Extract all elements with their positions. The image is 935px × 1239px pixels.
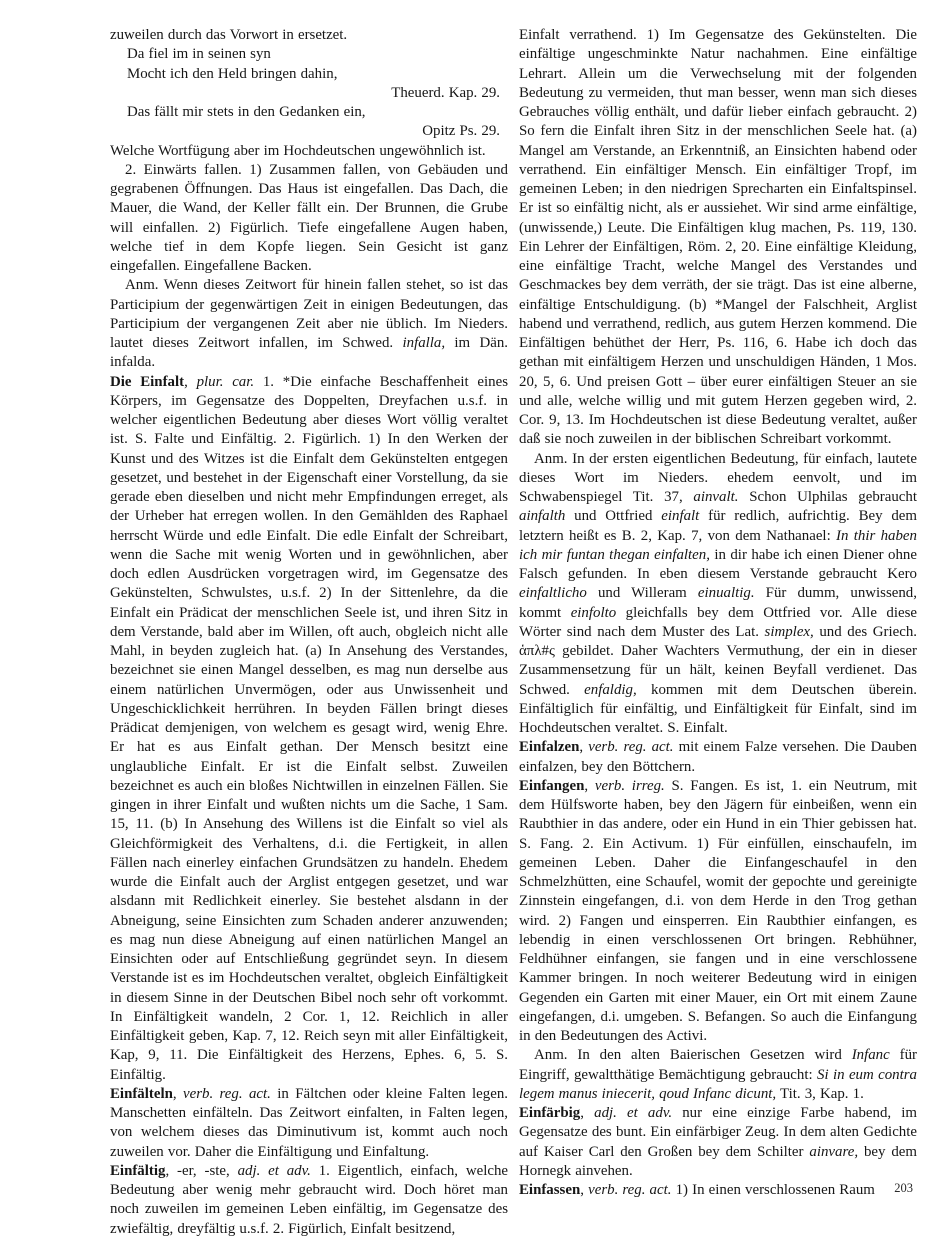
text-run: bey dem Hornegk ainvehen. [519, 1143, 917, 1179]
text-run: 2. Einwärts fallen. 1) Zusammen fallen, von Gebäuden und gegrabenen Öffnungen. Das Haus ist eingefallen. Das Dach, die Mauer, die Wand, der Keller fällt ein. Der Brunnen, die Grube will einfallen. 2) Figürlich. Tiefe eingefallene Augen haben, welche tief in dem Kopfe liegen. Sein Gesicht ist ganz eingefallen. Eingefallene Backen. [110, 161, 508, 274]
remark-paragraph [519, 1046, 917, 1104]
text-run: einualtig. [697, 585, 755, 602]
text-run: Opitz Ps. 29. [422, 123, 500, 140]
text-run: Einfältig [110, 1162, 166, 1179]
source-citation [110, 84, 508, 103]
paragraph [110, 161, 508, 277]
text-run: und Willeram [586, 585, 698, 602]
text-run: adj. et adv. [594, 1105, 673, 1121]
text-run: , [584, 777, 595, 794]
page-number: 203 [894, 1181, 913, 1195]
text-run: Anm. In den alten Baierischen Gesetzen wird [534, 1047, 852, 1064]
dictionary-entry-einfalt [110, 373, 508, 1085]
text-run: Einfangen [519, 777, 585, 794]
text-run: Einfalt verrathend. 1) Im Gegensatze des Gekünstelten. Die einfältige ungeschminkte Natur nachahmen. Eine einfältige Lehrart. Allein um die Verwechselung mit der folgenden Bedeutung zu vermeiden, thut man besser, wenn man sich dieses Gebrauches völlig enthält, und dafür lieber einfach gebraucht. 2) So fern die Einfalt ihren Sitz in der menschlichen Seele hat. (a) Mangel am Verstande, an Erkenntniß, an Einsichten habend oder verrathend. Ein einfältiger Mensch. Ein einfältiger Tropf, im gemeinen Leben; in den niedrigen Sprecharten ein Einfaltspinsel. Er ist so einfältig nicht, als er aussiehet. Wir sind arme einfältige, (unwissende,) Leute. Die Einfältigen klug machen, Ps. 119, 130. Ein Lehrer der Einfältigen, Röm. 2, 20. Eine einfältige Kleidung, eine einfältige Tracht, welche Mangel des Verstandes und Geschmackes bey dem verräth, der sie trägt. Das ist eine alberne, einfältige Entschuldigung. (b) *Mangel der Falschheit, Arglist habend und verrathend, redlich, aus gutem Herzen kommend. Die Einfältigen behüthet der Herr, Ps. 116, 6. Habe ich doch das gethan mit einfältigem Herzen und unschuldigen Händen, 1 Mos. 20, 5, 6. Und preisen Gott – über eurer einfältigen Steuer an sie und alle, welche willig und mit gutem Herzen gegeben wird, 2. Cor. 9, 13. Im Hochdeutschen ist diese Bedeutung veraltet, außer daß sie noch zuweilen in der biblischen Schreibart vorkommt. [519, 27, 917, 448]
text-run: ainvalt. [693, 489, 739, 505]
text-run: Theuerd. Kap. 29. [391, 84, 500, 101]
text-run: Einfärbig [519, 1105, 581, 1121]
text-run: , [580, 1105, 595, 1121]
text-run: Anm. Wenn dieses Zeitwort für hinein fallen stehet, so ist das Participium der gegenwärtigen Zeit in einigen Bedeutungen, das Participium der vergangenen Zeit aber nie üblich. Im Nieders. lautet dieses Zeitwort infallen, im Schwed. [110, 277, 508, 351]
text-run: nur eine einzige Farbe habend, im Gegensatze des bunt. Ein einfärbiger Zeug. In dem alten Gedichte auf Kaiser Carl den Großen bey dem Schilter [519, 1105, 917, 1160]
dictionary-entry-einfalzen [519, 738, 917, 777]
dictionary-entry-einfaeltig [110, 1162, 508, 1239]
text-run: 1) In einen verschlossenen Raum [671, 1182, 875, 1198]
remark-paragraph [519, 450, 917, 739]
dictionary-entry-einfassen [519, 1181, 917, 1200]
text-run: verb. reg. act. [588, 739, 674, 756]
text-run: Anm. In der ersten eigentlichen Bedeutung, für einfach, lautete dieses Wort im Nieders. ehedem eenvolt, und im Schwabenspiegel Tit. 37, [519, 450, 917, 505]
text-run: und Ottfried [565, 508, 662, 525]
text-run: enfaldig, [584, 681, 637, 698]
text-run: Mocht ich den Held bringen dahin, [127, 65, 338, 82]
text-run: simplex, [764, 623, 814, 640]
paragraph [110, 142, 508, 161]
text-run: infalla, [402, 335, 446, 351]
text-run: im Dän. infalda. [110, 335, 508, 371]
text-run: S. Fangen. Es ist, 1. ein Neutrum, mit dem Hülfsworte haben, bey den Jägern für einbeißen, wenn ein Raubthier in das andere, oder ein Hund in ein Thier gebissen hat. S. Fang. 2. Ein Activum. 1) Für einfüllen, einschaufeln, im gemeinen Leben. Daher die Einfangeschaufel in den Schmelzhütten, eine Schaufel, womit der gepochte und gereinigte Zinnstein eingefangen, d.i. von dem Herde in den Trog gethan wird. 2) Fangen und einsperren. Ein Raubthier einfangen, es lebendig in einen verschlossenen Ort bringen. Rebhühner, Feldhühner einfangen, sie fangen und in eine verschlossene Kammer bringen. In noch weiterer Bedeutung wird in einigen Gegenden ein Garten mit einer Mauer, ein Ort mit einem Zaune eingefangen, d.i. umgeben. S. Befangen. So auch die Einfangung in den Bedeutungen des Activi. [519, 777, 917, 1044]
remark-paragraph [110, 276, 508, 372]
text-run: ainfalth [519, 508, 566, 525]
text-run: ainvare, [809, 1143, 859, 1160]
dictionary-entry-einfaelteln [110, 1085, 508, 1162]
text-run: verb. reg. act. [183, 1085, 271, 1102]
text-run: , [184, 373, 197, 390]
text-run: , [579, 739, 589, 756]
verse-line [110, 65, 508, 84]
text-run: 1. *Die einfache Beschaffenheit eines Körpers, im Gegensatze des Doppelten, Dreyfachen u.s.f. in welcher eigentlichen Bedeutung aber dieses Wort völlig veraltet ist. S. Falte und Einfältig. 2. Figürlich. 1) In den Werken der Kunst und des Witzes ist die Einfalt dem Gekünstelten entgegen gesetzet, und bestehet in der Eigenschaft einer Vorstellung, da sie gerade eben dieselben und nicht mehr Empfindungen erreget, als der Urheber hat erregen wollen. In den Gemählden des Raphael herrscht Würde und edle Einfalt. Die edle Einfalt der Schreibart, wenn die Sache mit wenig Worten und in gewöhnlichen, aber doch edlen Ausdrücken vorgetragen wird, im Gegensatze des Gekünstelten, Schwulstes, u.s.f. 2) In der Sittenlehre, da die Einfalt ein Prädicat der menschlichen Seele ist, und ihren Sitz in dem Verstande, bald aber im Willen, oft auch, obgleich nicht alle Mahl, in beyden zugleich hat. (a) In Ansehung des Verstandes, bezeichnet sie einen Mangel desselben, es mag nun derselbe aus einem natürlichen Unvermögen, oder aus Unwissenheit und Ungeschicklichkeit herrühren. In beyden Fällen bringt dieses Prädicat demjenigen, von welchem es gesagt wird, wenig Ehre. Er hat es aus Einfalt gethan. Der Mensch besitzt eine unglaubliche Einfalt. Er ist die Einfalt selbst. Zuweilen bezeichnet es auch ein bloßes Nichtwillen in einzelnen Fällen. Sie gingen in ihrer Einfalt und wußten nichts um die Sache, 1 Sam. 15, 11. (b) In Ansehung des Willens ist die Einfalt so viel als Gleichförmigkeit des Verhaltens, d.i. die Fertigkeit, in allen Fällen nach einerley einfachen Grundsätzen zu handeln. Ehedem wurde die Einfalt auch der Arglist entgegen gesetzet, und war alsdann mit Redlichkeit einerley. Sie bestehet alsdann in der Abneigung, seine Einsichten zum Schaden anderer anzuwenden; es mag nun diese Abneigung auf einen natürlichen Mangel an Einsichten oder auf Entschließung gegründet seyn. In diesem Verstande ist es im Hochdeutschen veraltet, obgleich Einfältigkeit in diesem Sinne in der Deutschen Bibel noch sehr oft vorkommt. In Einfältigkeit wandeln, 2 Cor. 1, 12. Reichlich in aller Einfältigkeit geben, Kap. 7, 12. Reich seyn mit aller Einfältigkeit, Kap, 9, 11. Die Einfältigkeit des Herzens, Ephes. 6, 5. S. Einfältig. [110, 373, 508, 1083]
text-run: plur. car. [196, 373, 255, 390]
text-run: adj. et adv. [237, 1162, 311, 1179]
text-run: , [580, 1182, 589, 1198]
text-run: Für dumm, unwissend, kommt [519, 585, 917, 621]
text-run: für redlich, aufrichtig. Bey dem letztern heißt es B. 2, Kap. 7, von dem Nathanael: [519, 508, 917, 544]
text-run: zuweilen durch das Vorwort in ersetzet. [110, 27, 348, 43]
text-run: Tit. 3, Kap. 1. [776, 1085, 864, 1102]
text-run: einfolto [570, 604, 617, 621]
text-run: Infanc [851, 1047, 890, 1064]
text-run: einfalt [661, 508, 700, 525]
text-run: Welche Wortfügung aber im Hochdeutschen ungewöhnlich ist. [110, 142, 486, 159]
column-left [110, 26, 508, 1239]
text-run: verb. reg. act. [588, 1182, 672, 1198]
verse-line [110, 45, 508, 64]
text-run: In thir haben ich mir funtan thegan einfalten, [519, 527, 917, 563]
source-citation [110, 122, 508, 141]
text-run: 1. Eigentlich, einfach, welche Bedeutung aber wenig mehr gebraucht wird. Doch höret man noch zuweilen im gemeinen Leben einfältig, im Gegensatze des zwiefältig, dreyfältig u.s.f. 2. Figürlich, Einfalt besitzend, [110, 1162, 509, 1237]
text-run: einfaltlicho [519, 585, 587, 602]
text-run: , -er, -ste, [165, 1162, 238, 1179]
dictionary-entry-einfaerbig [519, 1104, 917, 1181]
text-run: mit einem Falze versehen. Die Dauben einfalzen, bey den Böttchern. [519, 739, 917, 775]
text-run: in dir habe ich einen Diener ohne Falsch gefunden. In eben diesem Verstande gebraucht Kero [519, 546, 917, 582]
column-right [519, 26, 917, 1239]
text-run: , [172, 1085, 183, 1102]
text-run: Einfalzen [519, 739, 580, 756]
text-run: in Fältchen oder kleine Falten legen. Manschetten einfälteln. Das Zeitwort einfalten, in Falten legen, von welchem dieses das Diminutivum ist, kommt auch noch zuweilen vor. Daher die Einfältigung und Einfaltung. [110, 1085, 508, 1160]
continuation-paragraph [110, 26, 508, 45]
text-run: und des Griech. ἁπλ#ς gebildet. Daher Wachters Vermuthung, der ein in dieser Zusammensetzung für un hält, keinen Beyfall verdienet. Das Schwed. [519, 623, 917, 698]
text-run: Einfälteln [110, 1085, 173, 1102]
continuation-paragraph [519, 26, 917, 450]
text-run: Einfassen [519, 1182, 581, 1198]
text-run: gleichfalls bey dem Ottfried vor. Alle diese Wörter sind nach dem Muster des Lat. [519, 604, 918, 640]
verse-line [110, 103, 508, 122]
text-run: Da fiel im in seinen syn [127, 46, 271, 63]
text-columns [110, 26, 917, 1239]
text-run: Schon Ulphilas gebraucht [738, 489, 917, 505]
text-run: verb. irreg. [594, 777, 665, 794]
text-run: Si in eum contra legem manus iniecerit, qoud Infanc dicunt, [519, 1066, 918, 1102]
text-run: kommen mit dem Deutschen überein. Einfältiglich für einfältig, und Einfältigkeit für Einfalt, sind im Hochdeutschen veraltet. S. Einfalt. [519, 681, 917, 736]
text-run: Die Einfalt [110, 373, 185, 390]
text-run: für Eingriff, gewaltthätige Bemächtigung gebraucht: [519, 1047, 917, 1083]
text-run: Das fällt mir stets in den Gedanken ein, [127, 104, 366, 120]
dictionary-entry-einfangen [519, 777, 917, 1047]
